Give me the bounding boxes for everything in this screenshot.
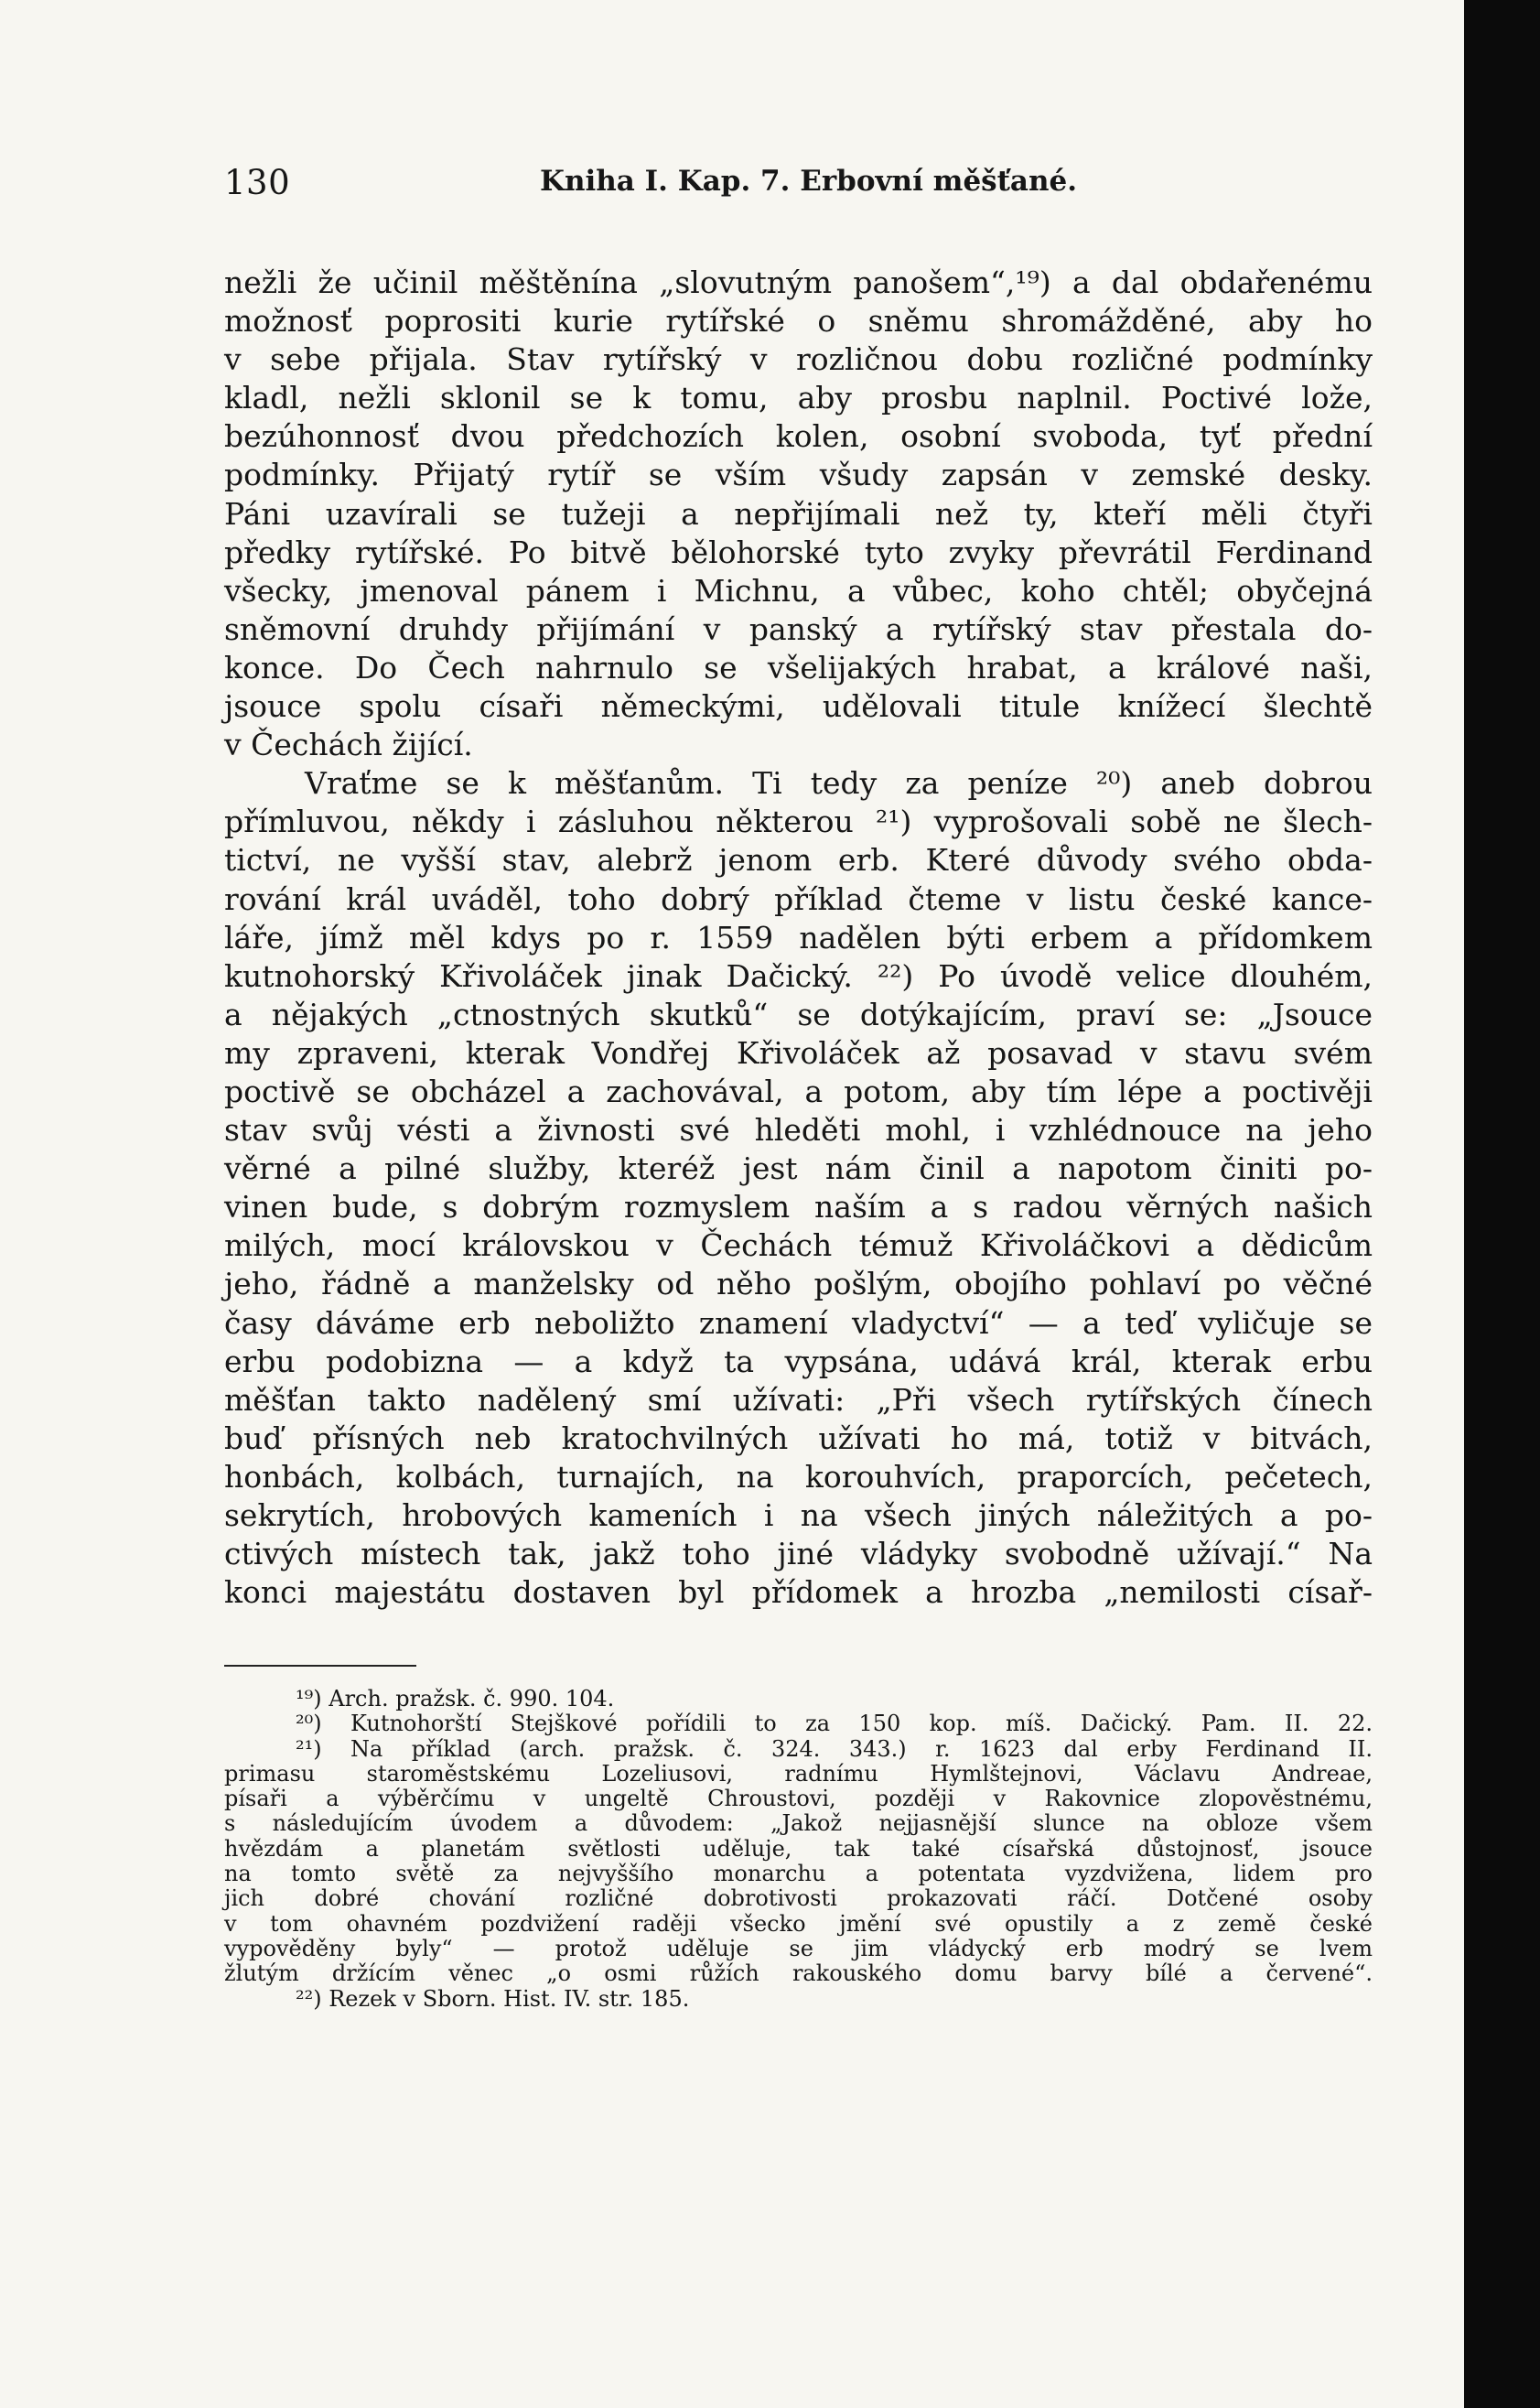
footnote-line: na tomto světě za nejvyššího monarchu a potentata vyzdvižena, lidem pro xyxy=(224,1861,1373,1887)
text-line: možnosť poprositi kurie rytířské o sněmu shromážděné, aby ho xyxy=(224,303,1373,340)
scan-edge xyxy=(1464,0,1540,2408)
footnote-divider xyxy=(224,1665,416,1667)
text-line: tictví, ne vyšší stav, alebrž jenom erb. Které důvody svého obda- xyxy=(224,842,1373,879)
text-line: ctivých místech tak, jakž toho jiné vládyky svobodně užívají.“ Na xyxy=(224,1536,1373,1572)
text-line: kutnohorský Křivoláček jinak Dačický. ²²) Po úvodě velice dlouhém, xyxy=(224,957,1373,994)
text-line: jsouce spolu císaři německými, udělovali titule knížecí šlechtě xyxy=(224,688,1373,725)
footnote-line: vypověděny byly“ — protož uděluje se jim vládycký erb modrý se lvem xyxy=(224,1935,1373,1961)
text-line: konci majestátu dostaven byl přídomek a hrozba „nemilosti císař- xyxy=(224,1574,1373,1611)
text-line: sekrytích, hrobových kameních i na všech jiných náležitých a po- xyxy=(224,1497,1373,1533)
text-line: přímluvou, někdy i zásluhou některou ²¹) vyprošovali sobě ne šlech- xyxy=(224,804,1373,840)
footnote-line: s následujícím úvodem a důvodem: „Jakož nejjasnější slunce na obloze všem xyxy=(224,1810,1373,1837)
footnote-line: žlutým držícím věnec „o osmi růžích rakouského domu barvy bílé a červené“. xyxy=(224,1960,1373,1987)
page-number: 130 xyxy=(224,163,291,202)
text-line: láře, jímž měl kdys po r. 1559 nadělen býti erbem a přídomkem xyxy=(224,919,1373,956)
text-line: v Čechách žijící. xyxy=(224,727,473,763)
text-line: stav svůj vésti a živnosti své hleděti mohl, i vzhlédnouce na jeho xyxy=(224,1112,1373,1149)
running-head: Kniha I. Kap. 7. Erbovní měšťané. xyxy=(540,165,1078,198)
footnote-line: v tom ohavném pozdvižení raději všecko jmění své opustily a z země české xyxy=(224,1910,1373,1937)
text-line: buď přísných neb kratochvilných užívati ho má, totiž v bitvách, xyxy=(224,1420,1373,1456)
footnotes xyxy=(224,1687,1373,2012)
text-line: bezúhonnosť dvou předchozích kolen, osobní svoboda, tyť přední xyxy=(224,418,1373,455)
text-line: vinen bude, s dobrým rozmyslem naším a s radou věrných našich xyxy=(224,1189,1373,1226)
footnote-21: ²¹) Na příklad (arch. pražsk. č. 324. 343.) r. 1623 dal erby Ferdinand II. xyxy=(296,1735,1373,1762)
text-line: měšťan takto nadělený smí užívati: „Při všech rytířských čínech xyxy=(224,1381,1373,1418)
text-line: konce. Do Čech nahrnulo se všelijakých hrabat, a králové naši, xyxy=(224,649,1373,686)
text-line: nežli že učinil měštěnína „slovutným panošem“,¹⁹) a dal obdařenému xyxy=(224,265,1373,300)
footnote-19: ¹⁹) Arch. pražsk. č. 990. 104. xyxy=(296,1686,615,1712)
footnote-line: hvězdám a planetám světlosti uděluje, tak také císařská důstojnosť, jsouce xyxy=(224,1835,1373,1862)
text-line: rování král uváděl, toho dobrý příklad čteme v listu české kance- xyxy=(224,880,1373,917)
text-line: předky rytířské. Po bitvě bělohorské tyto zvyky převrátil Ferdinand xyxy=(224,534,1373,570)
text-line: časy dáváme erb neboližto znamení vladyctví“ — a teď vyličuje se xyxy=(224,1304,1373,1341)
page-header xyxy=(224,163,1373,209)
text-line: Páni uzavírali se tužeji a nepřijímali než ty, kteří měli čtyři xyxy=(224,495,1373,532)
body-text xyxy=(224,264,1373,1612)
text-line: v sebe přijala. Stav rytířský v rozličnou dobu rozličné podmínky xyxy=(224,341,1373,378)
text-line: všecky, jmenoval pánem i Michnu, a vůbec, koho chtěl; obyčejná xyxy=(224,572,1373,609)
footnote-22: ²²) Rezek v Sborn. Hist. IV. str. 185. xyxy=(296,1985,690,2012)
text-line: jeho, řádně a manželsky od něho pošlým, obojího pohlaví po věčné xyxy=(224,1266,1373,1302)
footnote-line: jich dobré chování rozličné dobrotivosti prokazovati ráčí. Dotčené osoby xyxy=(224,1885,1373,1912)
text-line: a nějakých „ctnostných skutků“ se dotýkajícím, praví se: „Jsouce xyxy=(224,996,1373,1032)
text-line: honbách, kolbách, turnajích, na korouhvích, praporcích, pečetech, xyxy=(224,1458,1373,1495)
text-line: Vraťme se k měšťanům. Ti tedy za peníze ²⁰) aneb dobrou xyxy=(305,765,1373,802)
text-line: podmínky. Přijatý rytíř se vším všudy zapsán v zemské desky. xyxy=(224,457,1373,493)
text-line: kladl, nežli sklonil se k tomu, aby prosbu naplnil. Poctivé lože, xyxy=(224,380,1373,416)
footnote-line: písaři a výběrčímu v ungeltě Chroustovi, později v Rakovnice zlopověstnému, xyxy=(224,1786,1373,1812)
footnote-20: ²⁰) Kutnohorští Stejškové pořídili to za 150 kop. míš. Dačický. Pam. II. 22. xyxy=(296,1711,1373,1737)
text-line: milých, mocí královskou v Čechách témuž Křivoláčkovi a dědicům xyxy=(224,1227,1373,1264)
text-line: sněmovní druhdy přijímání v panský a rytířský stav přestala do- xyxy=(224,610,1373,647)
text-line: erbu podobizna — a když ta vypsána, udává král, kterak erbu xyxy=(224,1343,1373,1379)
text-line: věrné a pilné služby, kteréž jest nám činil a napotom činiti po- xyxy=(224,1150,1373,1187)
text-line: poctivě se obcházel a zachovával, a potom, aby tím lépe a poctivěji xyxy=(224,1073,1373,1109)
footnote-line: primasu staroměstskému Lozeliusovi, radnímu Hymlštejnovi, Václavu Andreae, xyxy=(224,1760,1373,1787)
text-line: my zpraveni, kterak Vondřej Křivoláček až posavad v stavu svém xyxy=(224,1034,1373,1071)
